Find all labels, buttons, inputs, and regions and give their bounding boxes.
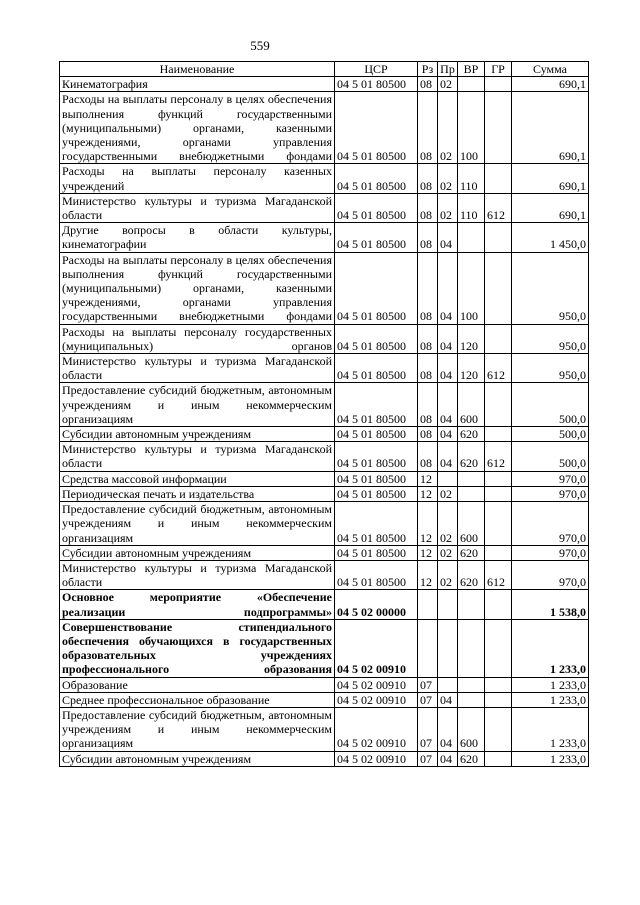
table-row [60, 164, 589, 193]
cell-pr: 04 [438, 324, 458, 353]
table-row [60, 471, 589, 486]
cell-sum: 950,0 [512, 252, 589, 324]
header-sum: Сумма [512, 62, 589, 77]
header-csr: ЦСР [335, 62, 418, 77]
cell-rz: 08 [418, 324, 438, 353]
cell-vr [458, 471, 485, 486]
cell-rz: 08 [418, 427, 438, 442]
cell-pr: 02 [438, 560, 458, 589]
cell-csr: 04 5 01 80500 [335, 545, 418, 560]
cell-rz: 07 [418, 677, 438, 692]
table-row [60, 486, 589, 501]
cell-vr [458, 692, 485, 707]
header-vr: ВР [458, 62, 485, 77]
cell-pr: 04 [438, 223, 458, 252]
cell-gr [485, 324, 512, 353]
cell-gr [485, 545, 512, 560]
cell-name: Совершенствование стипендиального обеспечения обучающихся в государственных образовательных учреждениях профессионального образования [60, 619, 335, 677]
cell-gr [485, 223, 512, 252]
cell-sum: 970,0 [512, 486, 589, 501]
cell-name: Министерство культуры и туризма Магаданской области [60, 354, 335, 383]
cell-name: Предоставление субсидий бюджетным, автономным учреждениям и иным некоммерческим организациям [60, 707, 335, 751]
cell-gr: 612 [485, 442, 512, 471]
cell-name: Средства массовой информации [60, 471, 335, 486]
table-row [60, 442, 589, 471]
cell-rz: 08 [418, 92, 438, 164]
cell-gr [485, 677, 512, 692]
cell-csr: 04 5 01 80500 [335, 502, 418, 546]
header-name: Наименование [60, 62, 335, 77]
table-header [60, 62, 589, 77]
cell-pr: 02 [438, 164, 458, 193]
header-pr: Пр [438, 62, 458, 77]
table-row [60, 223, 589, 252]
cell-rz: 07 [418, 707, 438, 751]
cell-name: Субсидии автономным учреждениям [60, 427, 335, 442]
cell-pr [438, 590, 458, 619]
cell-rz: 08 [418, 193, 438, 222]
cell-sum: 500,0 [512, 383, 589, 427]
cell-name: Предоставление субсидий бюджетным, автономным учреждениям и иным некоммерческим организациям [60, 383, 335, 427]
table-row [60, 692, 589, 707]
cell-sum: 970,0 [512, 545, 589, 560]
cell-gr [485, 751, 512, 766]
cell-sum: 970,0 [512, 502, 589, 546]
cell-sum: 690,1 [512, 92, 589, 164]
cell-gr [485, 707, 512, 751]
cell-pr: 04 [438, 692, 458, 707]
cell-csr: 04 5 01 80500 [335, 486, 418, 501]
cell-vr: 620 [458, 545, 485, 560]
table-row [60, 193, 589, 222]
cell-csr: 04 5 01 80500 [335, 92, 418, 164]
cell-sum: 1 233,0 [512, 677, 589, 692]
cell-name: Предоставление субсидий бюджетным, автономным учреждениям и иным некоммерческим организациям [60, 502, 335, 546]
cell-pr: 04 [438, 442, 458, 471]
cell-csr: 04 5 02 00910 [335, 707, 418, 751]
cell-csr: 04 5 01 80500 [335, 77, 418, 92]
cell-pr: 04 [438, 354, 458, 383]
cell-name: Образование [60, 677, 335, 692]
cell-sum: 950,0 [512, 324, 589, 353]
cell-csr: 04 5 02 00910 [335, 677, 418, 692]
cell-name: Периодическая печать и издательства [60, 486, 335, 501]
cell-gr [485, 486, 512, 501]
cell-csr: 04 5 02 00910 [335, 751, 418, 766]
cell-pr: 04 [438, 252, 458, 324]
cell-sum: 1 233,0 [512, 707, 589, 751]
cell-vr [458, 486, 485, 501]
cell-csr: 04 5 01 80500 [335, 193, 418, 222]
cell-sum: 690,1 [512, 193, 589, 222]
cell-vr: 620 [458, 442, 485, 471]
cell-pr: 04 [438, 427, 458, 442]
cell-rz: 07 [418, 751, 438, 766]
cell-rz: 08 [418, 77, 438, 92]
cell-pr [438, 619, 458, 677]
cell-sum: 500,0 [512, 427, 589, 442]
cell-rz: 08 [418, 223, 438, 252]
cell-vr [458, 77, 485, 92]
table-row [60, 427, 589, 442]
cell-name: Основное мероприятие «Обеспечение реализации подпрограммы» [60, 590, 335, 619]
cell-csr: 04 5 02 00910 [335, 619, 418, 677]
cell-rz: 12 [418, 486, 438, 501]
cell-gr [485, 502, 512, 546]
cell-name: Министерство культуры и туризма Магаданской области [60, 560, 335, 589]
cell-vr: 620 [458, 427, 485, 442]
cell-name: Субсидии автономным учреждениям [60, 545, 335, 560]
table-row [60, 751, 589, 766]
cell-gr [485, 590, 512, 619]
table-row [60, 252, 589, 324]
cell-sum: 1 233,0 [512, 692, 589, 707]
cell-name: Кинематография [60, 77, 335, 92]
cell-vr [458, 619, 485, 677]
cell-rz: 12 [418, 560, 438, 589]
cell-csr: 04 5 01 80500 [335, 471, 418, 486]
cell-rz: 07 [418, 692, 438, 707]
cell-name: Министерство культуры и туризма Магаданской области [60, 193, 335, 222]
cell-sum: 500,0 [512, 442, 589, 471]
cell-csr: 04 5 01 80500 [335, 223, 418, 252]
cell-vr: 120 [458, 354, 485, 383]
cell-pr: 04 [438, 751, 458, 766]
cell-sum: 690,1 [512, 164, 589, 193]
table-row [60, 545, 589, 560]
cell-sum: 1 538,0 [512, 590, 589, 619]
cell-csr: 04 5 02 00000 [335, 590, 418, 619]
cell-name: Субсидии автономным учреждениям [60, 751, 335, 766]
cell-sum: 970,0 [512, 471, 589, 486]
cell-vr: 620 [458, 560, 485, 589]
cell-pr: 04 [438, 707, 458, 751]
cell-pr [438, 677, 458, 692]
cell-gr [485, 252, 512, 324]
cell-csr: 04 5 01 80500 [335, 324, 418, 353]
header-gr: ГР [485, 62, 512, 77]
cell-vr [458, 223, 485, 252]
cell-csr: 04 5 01 80500 [335, 252, 418, 324]
cell-rz: 08 [418, 442, 438, 471]
cell-vr: 110 [458, 164, 485, 193]
cell-vr [458, 590, 485, 619]
cell-pr: 02 [438, 77, 458, 92]
cell-name: Расходы на выплаты персоналу в целях обеспечения выполнения функций государственными (муниципальными) органами, казенными учреждениями, органами управления государственными внебюджетными фондами [60, 92, 335, 164]
table-row [60, 92, 589, 164]
cell-sum: 950,0 [512, 354, 589, 383]
cell-vr: 600 [458, 502, 485, 546]
cell-rz: 08 [418, 383, 438, 427]
table-row [60, 324, 589, 353]
cell-csr: 04 5 01 80500 [335, 164, 418, 193]
cell-name: Министерство культуры и туризма Магаданской области [60, 442, 335, 471]
cell-pr: 02 [438, 92, 458, 164]
cell-sum: 1 450,0 [512, 223, 589, 252]
cell-vr: 110 [458, 193, 485, 222]
table-row [60, 354, 589, 383]
cell-rz: 08 [418, 354, 438, 383]
cell-vr [458, 677, 485, 692]
cell-vr: 120 [458, 324, 485, 353]
cell-csr: 04 5 01 80500 [335, 560, 418, 589]
cell-csr: 04 5 01 80500 [335, 442, 418, 471]
table-row [60, 619, 589, 677]
table-row [60, 707, 589, 751]
table-row [60, 383, 589, 427]
cell-vr: 600 [458, 707, 485, 751]
cell-gr [485, 383, 512, 427]
cell-name: Среднее профессиональное образование [60, 692, 335, 707]
table-row [60, 677, 589, 692]
cell-gr [485, 92, 512, 164]
cell-name: Расходы на выплаты персоналу государственных (муниципальных) органов [60, 324, 335, 353]
cell-gr [485, 164, 512, 193]
cell-gr [485, 692, 512, 707]
cell-name: Расходы на выплаты персоналу в целях обеспечения выполнения функций государственными (муниципальными) органами, казенными учреждениями, органами управления государственными внебюджетными фондами [60, 252, 335, 324]
cell-sum: 1 233,0 [512, 751, 589, 766]
cell-gr [485, 427, 512, 442]
cell-rz: 08 [418, 164, 438, 193]
table-row [60, 590, 589, 619]
cell-name: Расходы на выплаты персоналу казенных учреждений [60, 164, 335, 193]
cell-rz: 12 [418, 545, 438, 560]
cell-gr [485, 77, 512, 92]
cell-name: Другие вопросы в области культуры, кинематографии [60, 223, 335, 252]
cell-csr: 04 5 01 80500 [335, 354, 418, 383]
table-row [60, 77, 589, 92]
cell-csr: 04 5 02 00910 [335, 692, 418, 707]
cell-gr [485, 619, 512, 677]
cell-csr: 04 5 01 80500 [335, 383, 418, 427]
header-rz: Рз [418, 62, 438, 77]
cell-rz [418, 619, 438, 677]
cell-vr: 600 [458, 383, 485, 427]
budget-table [59, 61, 589, 767]
page-number: 559 [250, 38, 270, 53]
cell-pr: 02 [438, 545, 458, 560]
table-row [60, 560, 589, 589]
cell-sum: 1 233,0 [512, 619, 589, 677]
cell-rz: 12 [418, 471, 438, 486]
cell-gr [485, 471, 512, 486]
cell-gr: 612 [485, 193, 512, 222]
cell-sum: 690,1 [512, 77, 589, 92]
table-row [60, 502, 589, 546]
cell-vr: 620 [458, 751, 485, 766]
cell-gr: 612 [485, 560, 512, 589]
cell-pr: 02 [438, 502, 458, 546]
cell-vr: 100 [458, 252, 485, 324]
cell-pr: 04 [438, 383, 458, 427]
cell-gr: 612 [485, 354, 512, 383]
cell-rz: 08 [418, 252, 438, 324]
cell-pr: 02 [438, 193, 458, 222]
cell-pr [438, 471, 458, 486]
cell-rz: 12 [418, 502, 438, 546]
cell-sum: 970,0 [512, 560, 589, 589]
cell-pr: 02 [438, 486, 458, 501]
cell-vr: 100 [458, 92, 485, 164]
cell-csr: 04 5 01 80500 [335, 427, 418, 442]
cell-rz [418, 590, 438, 619]
